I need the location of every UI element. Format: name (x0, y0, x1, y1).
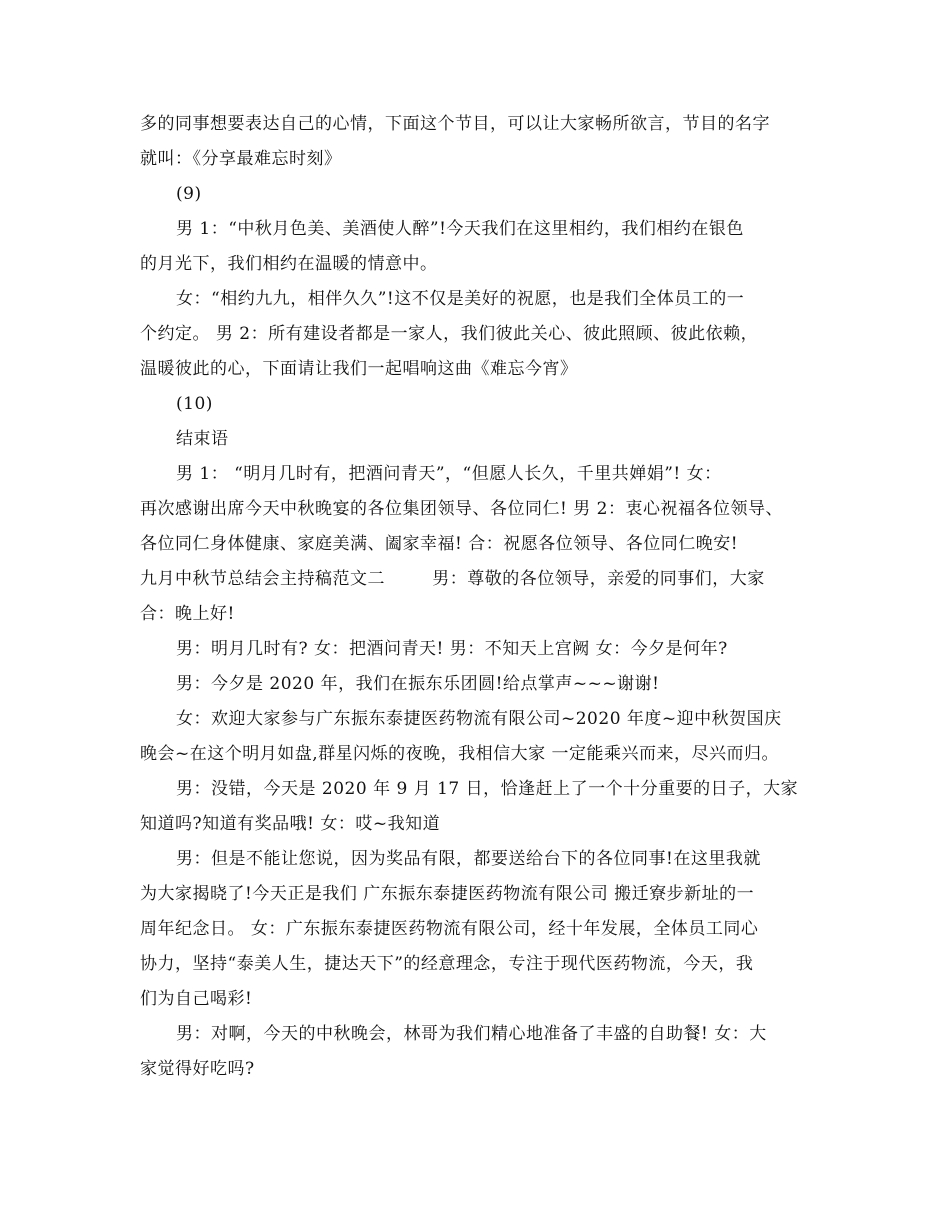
text-line: 九月中秋节总结会主持稿范文二 男：尊敬的各位领导，亲爱的同事们，大家 (140, 569, 765, 589)
text-line: 的月光下，我们相约在温暖的情意中。 (140, 254, 438, 274)
text-line: 家觉得好吃吗? (140, 1059, 255, 1079)
text-line: 男 1： “明月几时有，把酒问青天”，“但愿人长久，千里共婵娟”! 女： (176, 464, 722, 484)
text-line: (9) (176, 184, 202, 204)
document-body (140, 107, 830, 1087)
text-line: 晚会~在这个明月如盘,群星闪烁的夜晚，我相信大家 一定能乘兴而来，尽兴而归。 (140, 744, 780, 764)
text-line: 个约定。 男 2：所有建设者都是一家人，我们彼此关心、彼此照顾、彼此依赖， (140, 324, 759, 344)
text-line: (10) (176, 394, 213, 414)
text-line: 知道吗?知道有奖品哦! 女：哎~我知道 (140, 814, 441, 834)
text-line: 各位同仁身体健康、家庭美满、阖家幸福! 合：祝愿各位领导、各位同仁晚安! (140, 534, 739, 554)
text-line: 男：但是不能让您说，因为奖品有限，都要送给台下的各位同事!在这里我就 (176, 849, 761, 869)
text-line: 女：“相约九九，相伴久久”!这不仅是美好的祝愿，也是我们全体员工的一 (176, 289, 745, 309)
text-line: 合：晚上好! (140, 604, 235, 624)
text-line: 协力，坚持“泰美人生，捷达天下”的经意理念，专注于现代医药物流，今天，我 (140, 954, 754, 974)
text-line: 再次感谢出席今天中秋晚宴的各位集团领导、各位同仁! 男 2：衷心祝福各位领导、 (140, 499, 783, 519)
text-line: 男：明月几时有? 女：把酒问青天! 男：不知天上宫阙 女：今夕是何年? (176, 639, 728, 659)
text-line: 男：没错，今天是 2020 年 9 月 17 日，恰逢赶上了一个十分重要的日子，大家 (176, 779, 799, 799)
text-line: 结束语 (176, 429, 229, 449)
text-line: 男：对啊，今天的中秋晚会，林哥为我们精心地准备了丰盛的自助餐! 女：大 (176, 1024, 767, 1044)
text-line: 周年纪念日。 女：广东振东泰捷医药物流有限公司，经十年发展，全体员工同心 (140, 919, 759, 939)
text-line: 多的同事想要表达自己的心情，下面这个节目，可以让大家畅所欲言，节目的名字 (140, 114, 770, 134)
text-line: 就叫：《分享最难忘时刻》 (140, 149, 342, 169)
text-line: 温暖彼此的心，下面请让我们一起唱响这曲《难忘今宵》 (140, 359, 578, 379)
text-line: 女：欢迎大家参与广东振东泰捷医药物流有限公司~2020 年度~迎中秋贺国庆 (176, 709, 782, 729)
text-line: 们为自己喝彩! (140, 989, 253, 1009)
text-line: 男：今夕是 2020 年，我们在振东乐团圆!给点掌声~~~谢谢! (176, 674, 660, 694)
text-line: 为大家揭晓了!今天正是我们 广东振东泰捷医药物流有限公司 搬迁寮步新址的一 (140, 884, 755, 904)
text-line: 男 1：“中秋月色美、美酒使人醉”!今天我们在这里相约，我们相约在银色 (176, 219, 744, 239)
